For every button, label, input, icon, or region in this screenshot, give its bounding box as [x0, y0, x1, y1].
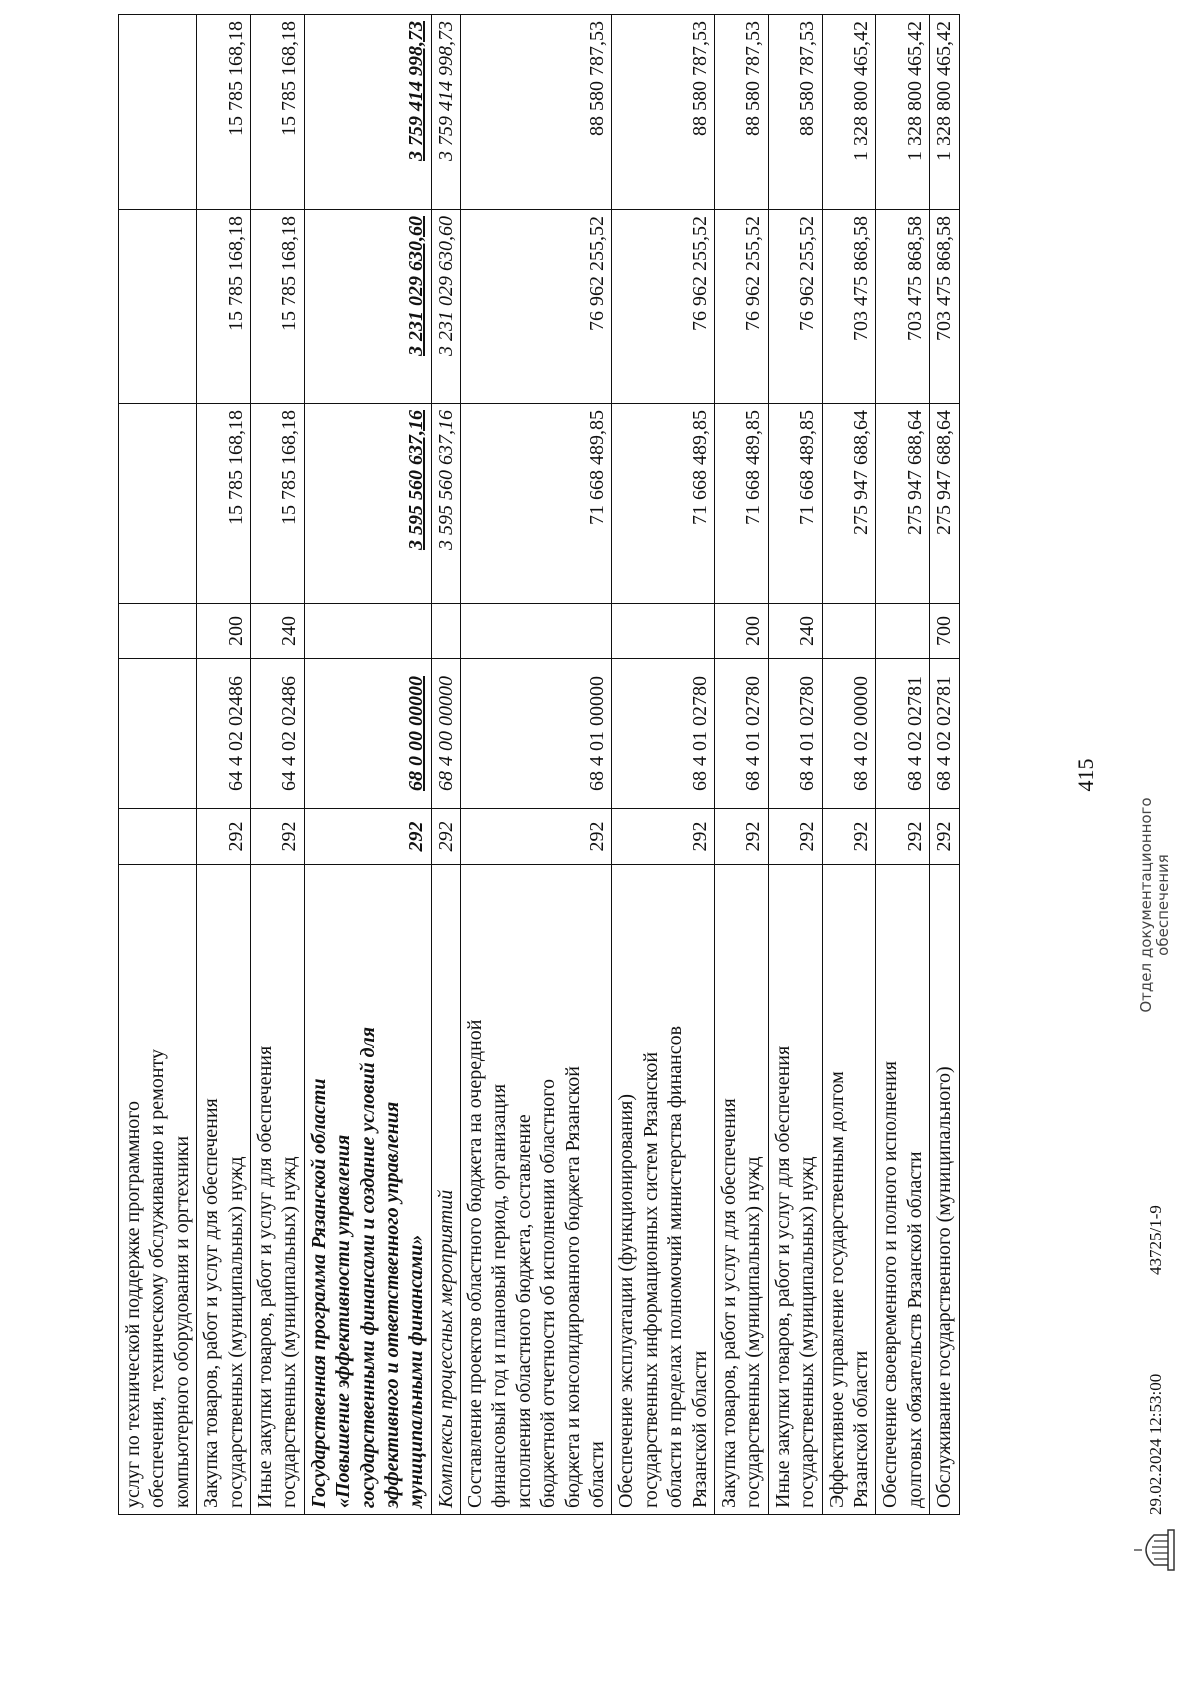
row-grbs-code: 292: [612, 809, 715, 865]
row-grbs-code: 292: [431, 809, 460, 865]
row-target-article: 68 4 02 02781: [930, 659, 959, 809]
row-grbs-code: 292: [304, 809, 431, 865]
row-target-article: 64 4 02 02486: [250, 659, 304, 809]
row-value-2024: 71 668 489,85: [714, 404, 768, 604]
row-value-2026: 1 328 800 465,42: [930, 15, 959, 210]
row-value-2026: 88 580 787,53: [768, 15, 822, 210]
row-grbs-code: 292: [876, 809, 930, 865]
row-name-line: «Повышение эффективности управления: [332, 1134, 355, 1508]
row-grbs-code: 292: [930, 809, 959, 865]
row-expense-type: [304, 604, 431, 659]
row-expense-type: 700: [930, 604, 959, 659]
row-name: [431, 865, 460, 1515]
row-target-article: [119, 659, 197, 809]
row-name-line: государственными финансами и создание условий для: [356, 1026, 379, 1508]
row-name-line: государственных (муниципальных) нужд: [796, 1156, 819, 1508]
row-value-2024: 275 947 688,64: [876, 404, 930, 604]
row-value-2024: 275 947 688,64: [822, 404, 876, 604]
row-name-line: Обеспечение своевременного и полного исполнения: [879, 1061, 902, 1508]
row-target-article: 68 4 01 02780: [768, 659, 822, 809]
row-value-2025: 76 962 255,52: [612, 210, 715, 404]
row-target-article: 68 4 02 02781: [876, 659, 930, 809]
row-grbs-code: 292: [250, 809, 304, 865]
row-value-2024: [119, 404, 197, 604]
department-stamp: [1138, 765, 1173, 1045]
row-grbs-code: 292: [714, 809, 768, 865]
row-expense-type: [876, 604, 930, 659]
row-grbs-code: 292: [461, 809, 612, 865]
row-name: [876, 865, 930, 1515]
row-expense-type: 200: [197, 604, 251, 659]
row-name-line: Обслуживание государственного (муниципального): [933, 1066, 956, 1508]
row-target-article: 68 4 01 02780: [612, 659, 715, 809]
row-name-line: долговых обязательств Рязанской области: [903, 1151, 926, 1508]
row-value-2026: 1 328 800 465,42: [822, 15, 876, 210]
row-name-line: государственных (муниципальных) нужд: [224, 1156, 247, 1508]
row-name-line: Иные закупки товаров, работ и услуг для обеспечения: [253, 1045, 276, 1508]
row-name-line: бюджетной отчетности об исполнении областного: [537, 1079, 560, 1508]
row-value-2026: 3 759 414 998,73: [431, 15, 460, 210]
row-value-2024: 71 668 489,85: [461, 404, 612, 604]
row-value-2025: [119, 210, 197, 404]
row-grbs-code: [119, 809, 197, 865]
row-value-2025: 703 475 868,58: [930, 210, 959, 404]
row-value-2024: 71 668 489,85: [612, 404, 715, 604]
row-value-2025: 3 231 029 630,60: [431, 210, 460, 404]
row-expense-type: [822, 604, 876, 659]
row-expense-type: 240: [250, 604, 304, 659]
row-value-2024: 15 785 168,18: [250, 404, 304, 604]
stamp-line: обеспечения: [1154, 854, 1173, 956]
row-name-line: Закупка товаров, работ и услуг для обеспечения: [200, 1098, 223, 1508]
row-target-article: 68 4 00 00000: [431, 659, 460, 809]
table-row: [250, 15, 304, 1515]
row-name-line: исполнения областного бюджета, составление: [512, 1114, 535, 1508]
table-row: [119, 15, 197, 1515]
row-value-2024: 3 595 560 637,16: [431, 404, 460, 604]
row-name-line: Эффективное управление государственным долгом: [825, 1071, 848, 1508]
row-grbs-code: 292: [197, 809, 251, 865]
table-row: [768, 15, 822, 1515]
row-name-line: Составление проектов областного бюджета на очередной: [464, 1019, 487, 1508]
row-value-2026: 88 580 787,53: [612, 15, 715, 210]
footer-datetime: 29.02.2024 12:53:00: [1146, 1373, 1165, 1515]
row-name: [822, 865, 876, 1515]
row-name: [304, 865, 431, 1515]
row-value-2024: 71 668 489,85: [768, 404, 822, 604]
table-row: [304, 15, 431, 1515]
row-name-line: услуг по технической поддержке программного: [122, 1100, 144, 1508]
row-name-line: государственных (муниципальных) нужд: [742, 1156, 765, 1508]
row-target-article: 68 4 01 00000: [461, 659, 612, 809]
row-name-line: финансовый год и плановый период, организация: [488, 1083, 511, 1508]
table-row: [461, 15, 612, 1515]
row-value-2026: 3 759 414 998,73: [304, 15, 431, 210]
footer-doc-number: 43725/1-9: [1146, 1205, 1165, 1275]
row-grbs-code: 292: [768, 809, 822, 865]
row-value-2025: 76 962 255,52: [714, 210, 768, 404]
row-name-line: государственных (муниципальных) нужд: [278, 1156, 301, 1508]
row-value-2025: 703 475 868,58: [876, 210, 930, 404]
row-value-2026: 88 580 787,53: [461, 15, 612, 210]
row-value-2025: 15 785 168,18: [197, 210, 251, 404]
row-name-line: Государственная программа Рязанской области: [307, 1078, 330, 1508]
row-name-line: Комплексы процессных мероприятий: [434, 1189, 457, 1508]
row-value-2024: 15 785 168,18: [197, 404, 251, 604]
row-name: [930, 865, 959, 1515]
rotated-page: [118, 15, 1173, 1515]
row-name: [197, 865, 251, 1515]
row-target-article: 68 4 01 02780: [714, 659, 768, 809]
row-name: [714, 865, 768, 1515]
row-grbs-code: 292: [822, 809, 876, 865]
row-name-line: области: [586, 1441, 609, 1508]
table-row: [612, 15, 715, 1515]
row-name: [250, 865, 304, 1515]
table-body: [119, 15, 960, 1515]
row-name-line: обеспечения, техническому обслуживанию и ремонту: [146, 1049, 169, 1508]
budget-table: [118, 14, 960, 1515]
row-name: [768, 865, 822, 1515]
row-name-line: эффективного и ответственного управления: [380, 1101, 403, 1508]
row-name: [612, 865, 715, 1515]
row-name-line: Закупка товаров, работ и услуг для обеспечения: [717, 1098, 740, 1508]
row-name-line: Иные закупки товаров, работ и услуг для обеспечения: [771, 1045, 794, 1508]
page-number: 415: [1073, 758, 1098, 792]
row-value-2024: 275 947 688,64: [930, 404, 959, 604]
row-target-article: 68 0 00 00000: [304, 659, 431, 809]
row-value-2025: 76 962 255,52: [768, 210, 822, 404]
row-expense-type: 200: [714, 604, 768, 659]
duma-logo-icon: [1130, 1525, 1180, 1575]
row-value-2025: 3 231 029 630,60: [304, 210, 431, 404]
stamp-line: Отдел документационного: [1137, 797, 1155, 1013]
row-value-2026: 1 328 800 465,42: [876, 15, 930, 210]
row-value-2025: 76 962 255,52: [461, 210, 612, 404]
row-name: [461, 865, 612, 1515]
row-name: [119, 865, 197, 1515]
table-row: [822, 15, 876, 1515]
row-expense-type: 240: [768, 604, 822, 659]
row-value-2026: 15 785 168,18: [250, 15, 304, 210]
table-row: [714, 15, 768, 1515]
row-name-line: муниципальными финансами»: [405, 1234, 428, 1508]
table-row: [930, 15, 959, 1515]
row-name-line: Рязанской области: [849, 1350, 872, 1508]
row-name-line: Рязанской области: [688, 1350, 711, 1508]
row-name-line: государственных информационных систем Рязанской: [639, 1051, 662, 1508]
table-row: [876, 15, 930, 1515]
row-expense-type: [612, 604, 715, 659]
row-expense-type: [119, 604, 197, 659]
row-target-article: 68 4 02 00000: [822, 659, 876, 809]
table-row: [197, 15, 251, 1515]
row-name-line: компьютерного оборудования и оргтехники: [170, 1135, 193, 1508]
row-value-2025: 703 475 868,58: [822, 210, 876, 404]
row-name-line: Обеспечение эксплуатации (функционирования): [615, 1093, 638, 1508]
row-value-2024: 3 595 560 637,16: [304, 404, 431, 604]
row-target-article: 64 4 02 02486: [197, 659, 251, 809]
table-row: [431, 15, 460, 1515]
row-expense-type: [431, 604, 460, 659]
row-name-line: области в пределах полномочий министерства финансов: [664, 1025, 687, 1508]
row-value-2026: 15 785 168,18: [197, 15, 251, 210]
row-value-2025: 15 785 168,18: [250, 210, 304, 404]
row-expense-type: [461, 604, 612, 659]
row-value-2026: [119, 15, 197, 210]
row-name-line: бюджета и консолидированного бюджета Рязанской: [561, 1066, 584, 1508]
row-value-2026: 88 580 787,53: [714, 15, 768, 210]
